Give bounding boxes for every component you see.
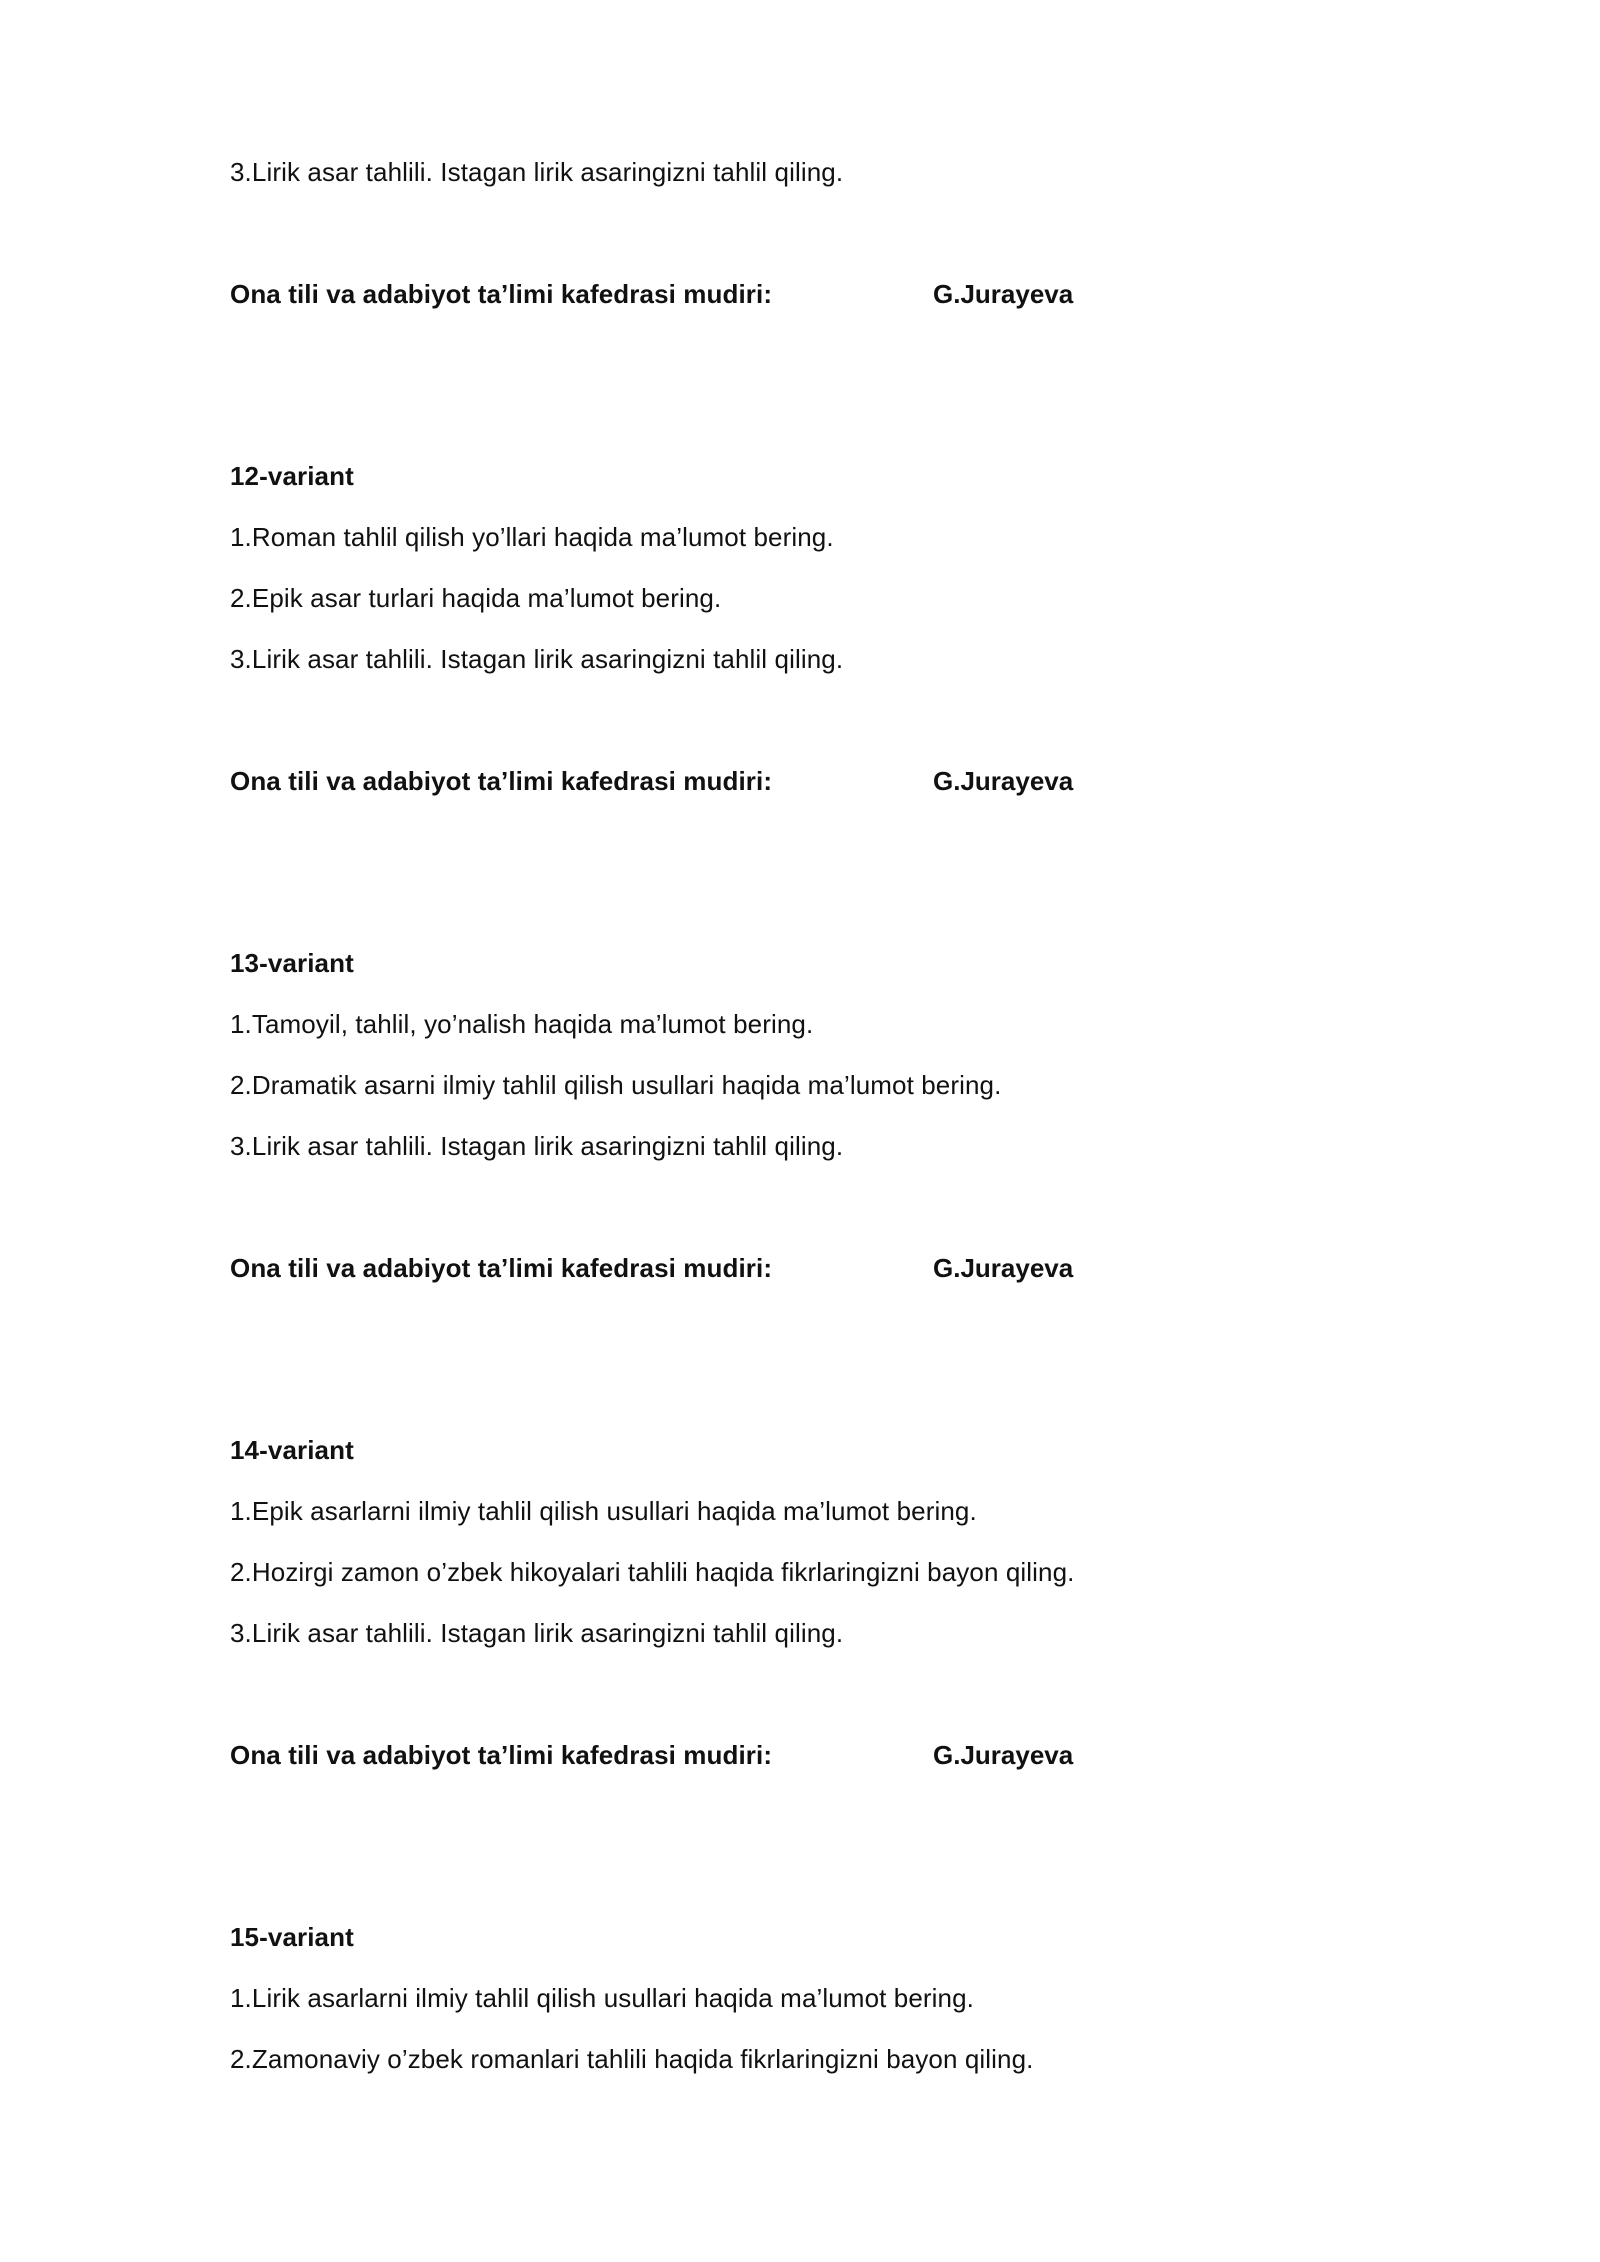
question-item: 1.Lirik asarlarni ilmiy tahlil qilish usullari haqida ma’lumot bering.: [230, 1983, 974, 2013]
signature-label: Ona tili va adabiyot ta’limi kafedrasi mudiri:: [230, 766, 773, 796]
question-item: 3.Lirik asar tahlili. Istagan lirik asaringizni tahlil qiling.: [230, 157, 844, 187]
signature-label: Ona tili va adabiyot ta’limi kafedrasi mudiri:: [230, 1740, 773, 1770]
question-item: 2.Epik asar turlari haqida ma’lumot bering.: [230, 583, 722, 613]
signature-name: G.Jurayeva: [933, 1253, 1074, 1283]
question-item: 1.Epik asarlarni ilmiy tahlil qilish usullari haqida ma’lumot bering.: [230, 1496, 977, 1526]
question-item: 3.Lirik asar tahlili. Istagan lirik asaringizni tahlil qiling.: [230, 1618, 844, 1648]
variant-title: 14-variant: [230, 1435, 354, 1465]
question-item: 1.Roman tahlil qilish yo’llari haqida ma’lumot bering.: [230, 522, 834, 552]
question-item: 1.Tamoyil, tahlil, yo’nalish haqida ma’lumot bering.: [230, 1009, 814, 1039]
question-item: 2.Dramatik asarni ilmiy tahlil qilish usullari haqida ma’lumot bering.: [230, 1070, 1002, 1100]
question-item: 3.Lirik asar tahlili. Istagan lirik asaringizni tahlil qiling.: [230, 1131, 844, 1161]
variant-title: 12-variant: [230, 461, 354, 491]
signature-name: G.Jurayeva: [933, 279, 1074, 309]
question-item: 3.Lirik asar tahlili. Istagan lirik asaringizni tahlil qiling.: [230, 644, 844, 674]
question-item: 2.Hozirgi zamon o’zbek hikoyalari tahlili haqida fikrlaringizni bayon qiling.: [230, 1557, 1075, 1587]
signature-label: Ona tili va adabiyot ta’limi kafedrasi mudiri:: [230, 279, 773, 309]
signature-name: G.Jurayeva: [933, 1740, 1074, 1770]
variant-title: 13-variant: [230, 948, 354, 978]
question-item: 2.Zamonaviy o’zbek romanlari tahlili haqida fikrlaringizni bayon qiling.: [230, 2044, 1034, 2074]
signature-name: G.Jurayeva: [933, 766, 1074, 796]
signature-label: Ona tili va adabiyot ta’limi kafedrasi mudiri:: [230, 1253, 773, 1283]
variant-title: 15-variant: [230, 1922, 354, 1952]
